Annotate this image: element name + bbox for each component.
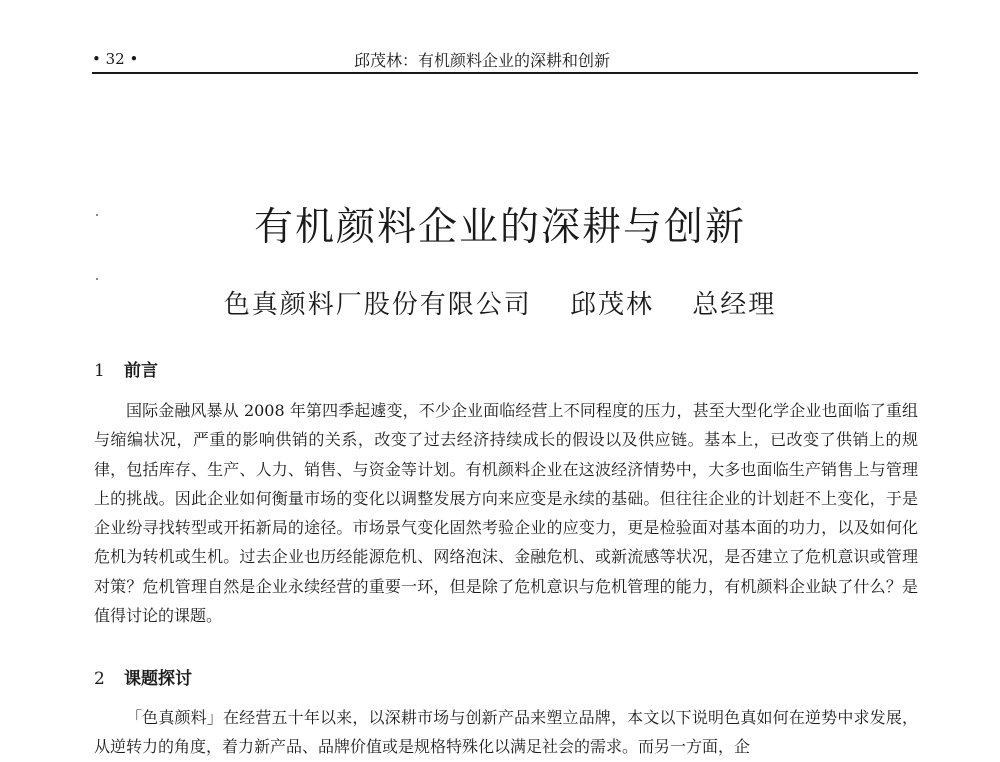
author-line	[0, 284, 1000, 321]
section-number: 1	[94, 361, 105, 381]
section-heading	[94, 356, 158, 381]
article-title: 有机颜料企业的深耕与创新	[253, 205, 746, 250]
author-name: 邱茂林	[569, 290, 654, 320]
author-role: 总经理	[692, 290, 777, 320]
body-paragraph: 国际金融风暴从 2008 年第四季起遽变，不少企业面临经营上不同程度的压力，甚至大型化学企业也面临了重组与缩编状况，严重的影响供销的关系，改变了过去经济持续成长的假设以及供应链。基本上，已改变了供销上的规律，包括库存、生产、人力、销售、与资金等计划。有机颜料企业在这波经济情势中，大多也面临生产销售上与管理上的挑战。因此企业如何衡量市场的变化以调整发展方向来应变是永续的基础。但往往企业的计划赶不上变化，于是企业纷寻找转型或开拓新局的途径。市场景气变化固然考验企业的应变力，更是检验面对基本面的功力，以及如何化危机为转机或生机。过去企业也历经能源危机、网络泡沫、金融危机、或新流感等状况，是否建立了危机意识或管理对策？危机管理自然是企业永续经营的重要一环，但是除了危机意识与危机管理的能力，有机颜料企业缺了什么？是值得讨论的课题。	[94, 401, 918, 626]
section-number: 2	[94, 669, 105, 689]
running-title: 邱茂林：有机颜料企业的深耕和创新	[354, 51, 611, 70]
section-heading	[94, 664, 192, 689]
running-header	[92, 46, 918, 74]
author-company: 色真颜料厂股份有限公司	[223, 290, 532, 320]
body-paragraph: 「色真颜料」在经营五十年以来，以深耕市场与创新产品来塑立品牌，本文以下说明色真如何在逆势中求发展，从逆转力的角度，着力新产品、品牌价值或是规格特殊化以满足社会的需求。而另一方面，企	[94, 708, 918, 757]
scan-speck	[96, 278, 98, 280]
section-title: 前言	[124, 361, 158, 381]
page-number: • 32 •	[92, 50, 139, 68]
section-title: 课题探讨	[124, 669, 192, 689]
